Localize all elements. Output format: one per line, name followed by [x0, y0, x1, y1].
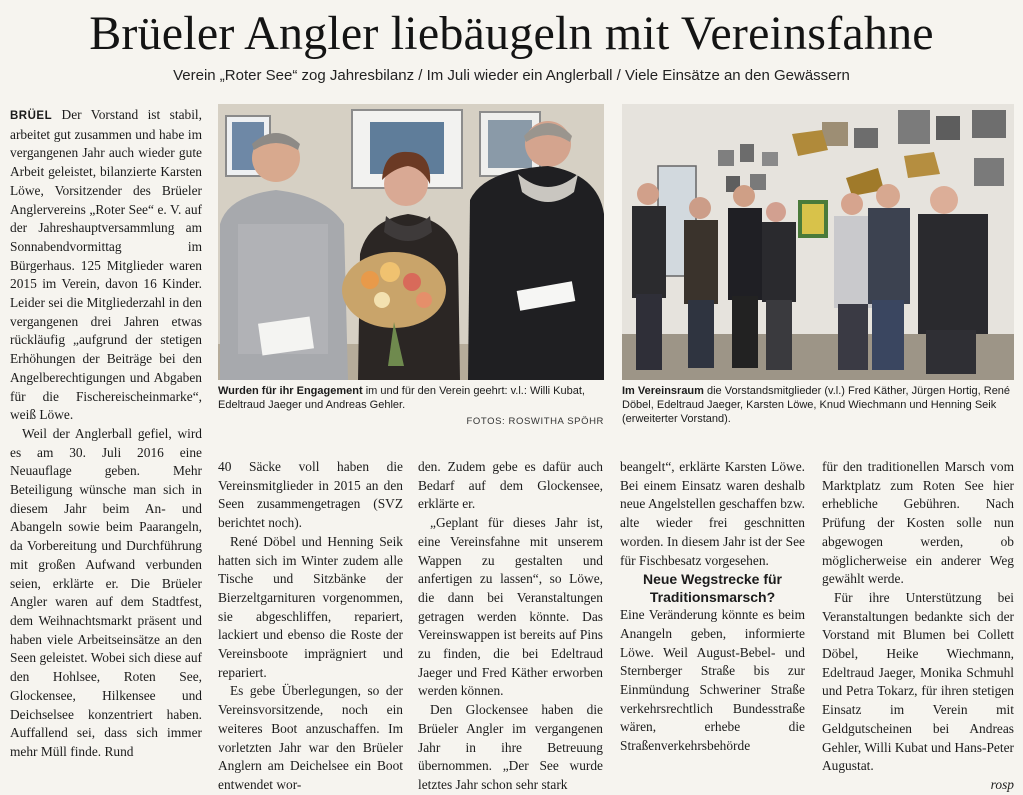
paragraph: den. Zudem gebe es dafür auch Bedarf auf dem Glockensee, erklärte er.	[418, 459, 603, 512]
paragraph: beangelt“, erklärte Karsten Löwe. Bei einem Einsatz waren deshalb neue Angelstellen geschaffen bzw. alte wieder frei geschnitten worden. In diesem Jahr ist der See für Fischbesatz vorgesehen.	[620, 459, 805, 568]
photo-honorees-caption	[218, 384, 604, 412]
paragraph: für den traditionellen Marsch vom Marktplatz zum Roten See hier erhebliche Gebühren. Nach Prüfung der Kosten solle nun abgewogen werden, ob möglicherweise ein anderer Weg gewählt werde.	[822, 459, 1014, 587]
paragraph: Weil der Anglerball gefiel, wird es am 30. Juli 2016 eine Neuauflage geben. Mehr Beteiligung wünsche man sich in diesem Jahr beim An- und Abangeln sowie beim Paarangeln, da Vorbereitung und Durchführung mit großen Aufwand verbunden seien, erklärte er. Die Brüeler Angler waren auf dem Stadtfest, dem Weihnachtsmarkt präsent und haben viele Arbeitseinsätze an den Seen geleistet. Wobei sich diese auf den Hohlsee, Roten See, Glockensee, Hilkensee und Deichselsee konzentriert haben. Auffallend sei, dass sich immer mehr Müll finde. Rund	[10, 425, 202, 759]
paragraph: René Döbel und Henning Seik hatten sich im Winter zudem alle Tische und Sitzbänke der Bierzeltgarnituren vorgenommen, sie abgeschliffen, repariert, lackiert und ebenso die Roste der Vereinsboote imprägniert und repariert.	[218, 533, 403, 680]
column-1	[10, 106, 202, 762]
paragraph: Es gebe Überlegungen, so der Vereinsvorsitzende, noch ein weiteres Boot anzuschaffen. Im vorletzten Jahr war den Brüeler Anglern am Deichelsee ein Boot entwendet wor-	[218, 683, 403, 792]
photo-honorees-image	[218, 104, 604, 380]
dateline: BRÜEL	[10, 110, 53, 122]
paragraph: „Geplant für dieses Jahr ist, eine Vereinsfahne mit unserem Wappen zu gestalten und anfertigen zu lassen“, so Löwe, die dann bei Veranstaltungen getragen werden könnte. Das Vereinswappen ist bereits auf Pins zu finden, die bei Edeltraud Jaeger und Fred Käther erworben werden können.	[418, 515, 603, 699]
headline: Brüeler Angler liebäugeln mit Vereinsfahne	[89, 7, 934, 60]
column-2	[218, 458, 403, 795]
photo-club-room-image	[622, 104, 1014, 380]
paragraph: 40 Säcke voll haben die Vereinsmitglieder in 2015 an den Seen zusammengetragen (SVZ berichtet noch).	[218, 459, 403, 531]
author-signature: rosp	[990, 776, 1014, 792]
column-5	[822, 458, 1014, 795]
column-3	[418, 458, 603, 795]
photo-honorees	[218, 104, 604, 380]
paragraph: Für ihre Unterstützung bei Veranstaltungen bedankte sich der Vorstand mit Blumen bei Collett Döbel, Heike Wiechmann, Edeltraud Jaeger, Monika Schmuhl und Petra Tokarz, für ihren stetigen Einsatz im Verein mit Geldgutscheinen bei Andreas Gehler, Willi Kubat und Hans-Peter Augustat.	[822, 589, 1014, 774]
photo-club-room-caption	[622, 384, 1014, 426]
subheadline: Verein „Roter See“ zog Jahresbilanz / Im Juli wieder ein Anglerball / Viele Einsätze an den Gewässern	[173, 67, 850, 84]
column-4	[620, 458, 805, 756]
caption-text: im und für den Verein geehrt: v.l.: Willi Kubat, Edeltraud Jaeger und Andreas Gehler.	[218, 385, 585, 411]
paragraph: Den Glockensee haben die Brüeler Angler im vergangenen Jahr in ihre Betreuung übernommen. „Der See wurde letztes Jahr schon sehr stark	[418, 702, 603, 792]
section-subheading: Neue Wegstrecke für Traditionsmarsch?	[642, 571, 782, 606]
caption-text: die Vorstandsmitglieder (v.l.) Fred Käther, Jürgen Hortig, René Döbel, Edeltraud Jaeger, Karsten Löwe, Knud Wiechmann und Henning Seik (erweiterter Vorstand).	[622, 385, 1011, 425]
paragraph: Eine Veränderung könnte es beim Anangeln geben, informierte Löwe. Weil August-Bebel- und Sternberger Straße bis zur Einmündung Schweriner Straße verkehrsrechtlich Bundesstraße wären, erhebe die Straßenverkehrsbehörde	[620, 607, 805, 754]
caption-lead: Im Vereinsraum	[622, 385, 704, 397]
paragraph-text: Der Vorstand ist stabil, arbeitet gut zusammen und habe im vergangenen Jahr auch wieder gute Arbeit geleistet, bilanzierte Karsten Löwe, Vorsitzender des Brüeler Anglervereins „Roter See“ e. V. auf der Jahreshauptversammlung am Sonnabendvormittag im Bürgerhaus. 125 Mitglieder waren 2015 im Verein, davon 16 Kinder. Leider sei die Mitgliederzahl in den vergangenen drei Jahren etwas rückläufig „aufgrund der stetigen Erhöhungen der Beiträge bei den Angelberechtigungen und Abgaben für die Fischereischeinmarke“, weiß Löwe.	[10, 107, 202, 423]
paragraph	[10, 106, 202, 425]
caption-lead: Wurden für ihr Engagement	[218, 385, 363, 397]
photo-credit: FOTOS: ROSWITHA SPÖHR	[466, 416, 604, 427]
photo-club-room	[622, 104, 1014, 380]
